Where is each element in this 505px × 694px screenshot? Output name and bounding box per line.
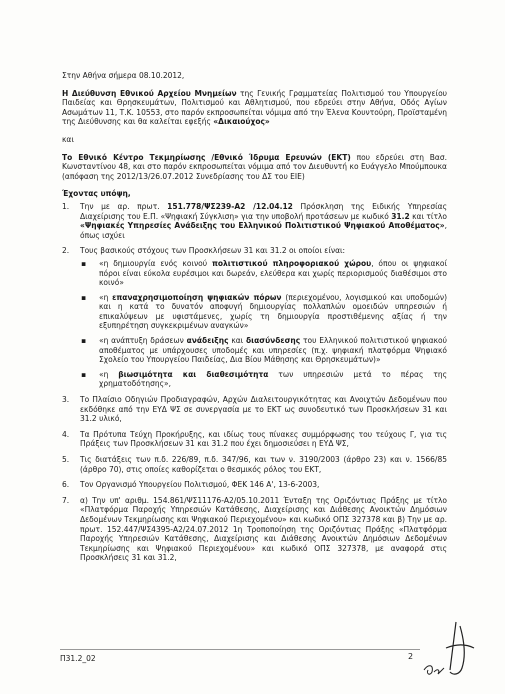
handwritten-signature-icon: [416, 618, 496, 682]
footer-document-code: Π31.2_02: [60, 654, 96, 663]
page-number: 2: [408, 652, 414, 661]
bullet-square-icon: ▪: [81, 369, 87, 379]
bullet-square-icon: ▪: [81, 258, 87, 268]
objectives-bullet-list: [80, 259, 447, 389]
list-item: 5. Τις διατάξεις των π.δ. 226/89, π.δ. 347/96, και των ν. 3190/2003 (άρθρο 23) και ν. 1566/85 (άρθρο 70), στις οποίες καθορίζεται ο θεσμικός ρόλος του ΕΚΤ,: [62, 455, 447, 474]
party-one-role: «Δικαιούχος»: [213, 117, 270, 127]
party-two-paragraph: [62, 153, 447, 182]
list-item: 4. Τα Πρότυπα Τεύχη Προκήρυξης, και ιδίως τους πίνακες συμμόρφωσης του τεύχους Γ, για τις Πράξεις των Προσκλήσεων 31 και 31.2 που έχει δημοσιεύσει η ΕΥΔ ΨΣ,: [62, 429, 447, 449]
bullet-item: ▪ «η βιωσιμότητα και διαθεσιμότητα των υπηρεσιών μετά το πέρας της χρηματοδότησης»,: [81, 369, 447, 389]
bullet-item: ▪ «η επαναχρησιμοποίηση ψηφιακών πόρων (περιεχομένου, λογισμικού και υποδομών) και η κατά το δυνατόν αποφυγή δημιουργίας πολλαπλών ομοειδών υπηρεσιών ή επικαλύψεων με υφιστάμενες, χωρίς τη δημιουργία προστιθέμενης αξίας ή την εξυπηρέτηση συγκεκριμένων αναγκών»: [81, 292, 447, 331]
list-item: 6. Τον Οργανισμό Υπουργείου Πολιτισμού, ΦΕΚ 146 Α', 13-6-2003,: [62, 480, 320, 490]
bullet-item: ▪ «η δημιουργία ενός κοινού πολιτιστικού πληροφοριακού χώρου, όπου οι ψηφιακοί πόροι είναι εύκολα ευρέσιμοι και δωρεάν, ελεύθερα και χωρίς περιορισμούς διαθέσιμοι στο κοινό»: [81, 258, 447, 288]
footer-divider: [60, 649, 420, 650]
party-two-name: Το Εθνικό Κέντρο Τεκμηρίωσης /Εθνικό Ίδρυμα Ερευνών (ΕΚΤ): [62, 152, 351, 162]
list-item: 1. Την με αρ. πρωτ. 151.778/ΨΣ239-Α2 /12.04.12 Πρόσκληση της Ειδικής Υπηρεσίας Διαχείρισης του Ε.Π. «Ψηφιακή Σύγκλιση» για την υποβολή προτάσεων με κωδικό 31.2 και τίτλο «Ψηφιακές Υπηρεσίες Ανάδειξης του Ελληνικού Πολιτιστικού Ψηφιακού Αποθέματος», όπως ισχύει: [62, 201, 447, 240]
party-one-details: της Γενικής Γραμματείας Πολιτισμού του Υπουργείου Παιδείας και Θρησκευμάτων, Πολιτισμού και Αθλητισμού, που εδρεύει στην Αθήνα, Οδός Αγίων Ασωμάτων 11, Τ.Κ. 10553, στο παρόν εκπροσωπείται νόμιμα από την Έλενα Κουντούρη, Προϊσταμένη της Διεύθυνσης και θα καλείται εφεξής: [62, 88, 447, 127]
having-regard-heading: Έχοντας υπόψη,: [62, 189, 131, 199]
bullet-square-icon: ▪: [81, 336, 87, 346]
list-item: 3. Το Πλαίσιο Οδηγιών Προδιαγραφών, Αρχών Διαλειτουργικότητας και Ανοιχτών Δεδομένων που εκδόθηκε από την ΕΥΔ ΨΣ σε συνεργασία με το ΕΚΤ ως συνοδευτικό των Προσκλήσεων 31 και 31.2 υλικό,: [62, 395, 447, 424]
bullet-square-icon: ▪: [81, 292, 87, 302]
and-word: και: [62, 134, 74, 144]
list-item: 7. α) Την υπ' αριθμ. 154.861/ΨΣ11176-Α2/05.10.2011 Ένταξη της Οριζόντιας Πράξης με τίτλο «Πλατφόρμα Παροχής Υπηρεσιών Κατάθεσης, Διαχείρισης και Διάθεσης Ανοικτών Δημόσιων Δεδομένων Τεκμηρίωσης και Ψηφιακού Περιεχομένου» και κωδικό ΟΠΣ 327378 και β) Την με αρ. πρωτ. 152.447/ΨΣ4395-Α2/24.07.2012 1η Τροποποίηση της Οριζόντιας Πράξης «Πλατφόρμα Παροχής Υπηρεσιών Κατάθεσης, Διαχείρισης και Διάθεσης Ανοικτών Δημόσιων Δεδομένων Τεκμηρίωσης και Ψηφιακού Περιεχομένου» και κωδικό ΟΠΣ 327378, με αναφορά στις Προσκλήσεις 31 και 31.2,: [62, 495, 447, 563]
list-item: 2. Τους βασικούς στόχους των Προσκλήσεων 31 και 31.2 οι οποίοι είναι: ▪ «η δημιουργία ενός κοινού πολιτιστικού πληροφοριακού χώρου, όπου οι ψηφιακοί πόροι είναι εύκολα ευρέσιμοι και δωρεάν, ελεύθερα και χωρίς περιορισμούς διαθέσιμοι στο κοινό» ▪ «η επαναχρησιμοποίηση ψηφιακών πόρων (περιεχομένου, λογισμικού και υποδομών) και η κατά το δυνατόν αποφυγή δημιουργίας πολλαπλών ομοειδών υπηρεσιών ή επικαλύψεων με υφιστάμενες, χωρίς τη δημιουργία προστιθέμενης αξίας ή την εξυπηρέτηση συγκεκριμένων αναγκών» ▪ «η ανάπτυξη δράσεων ανάδειξης και διασύνδεσης του Ελληνικού πολιτιστικού ψηφιακού αποθέματος με υπάρχουσες υποδομές και υπηρεσίες (π.χ. ψηφιακή πλατφόρμα Ψηφιακό Σχολείο του Υπουργείου Παιδείας, Δια Βίου Μάθησης και Θρησκευμάτων)» ▪ «η βιωσιμότητα και διαθεσιμότητα των υπηρεσιών μετά το πέρας της χρηματοδότησης»,: [62, 246, 447, 389]
bullet-item: ▪ «η ανάπτυξη δράσεων ανάδειξης και διασύνδεσης του Ελληνικού πολιτιστικού ψηφιακού αποθέματος με υπάρχουσες υποδομές και υπηρεσίες (π.χ. ψηφιακή πλατφόρμα Ψηφιακό Σχολείο του Υπουργείου Παιδείας, Δια Βίου Μάθησης και Θρησκευμάτων)»: [81, 336, 447, 365]
considerations-list: [62, 202, 447, 563]
party-two-details: που εδρεύει στη Βασ. Κωνσταντίνου 48, και στο παρόν εκπροσωπείται νόμιμα από τον Διευθυντή κο Ευάγγελο Μπούμπουκα (απόφαση της 2012/13/26.07.2012 Συνεδρίασης του ΔΣ του ΕΙΕ): [62, 152, 447, 181]
date-line: Στην Αθήνα σήμερα 08.10.2012,: [62, 71, 185, 80]
party-one-paragraph: [62, 89, 447, 127]
party-one-name: Η Διεύθυνση Εθνικού Αρχείου Μνημείων: [62, 88, 237, 98]
